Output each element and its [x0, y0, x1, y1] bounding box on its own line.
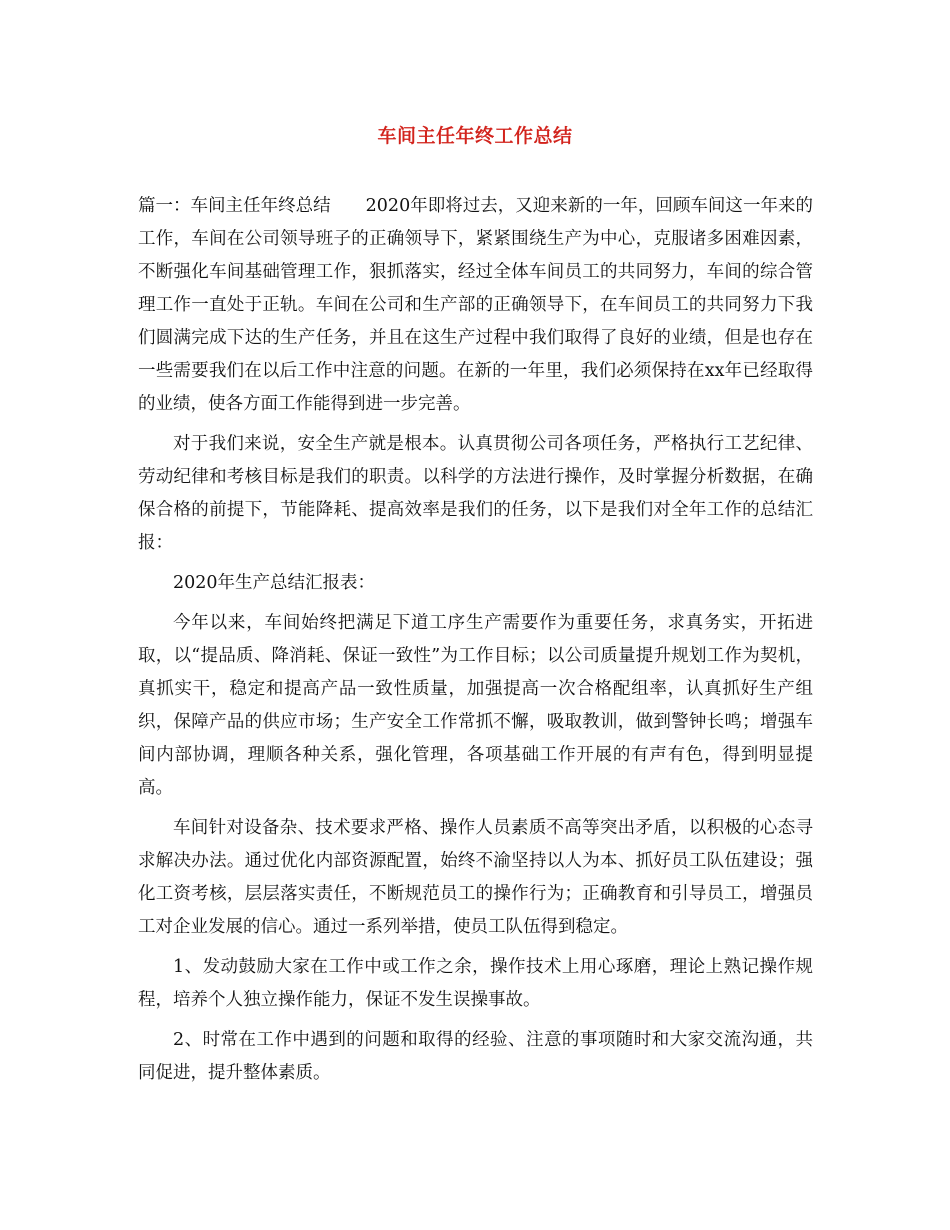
paragraph-5: 车间针对设备杂、技术要求严格、操作人员素质不高等突出矛盾，以积极的心态寻求解决办法。通过优化内部资源配置，始终不渝坚持以人为本、抓好员工队伍建设；强化工资考核，层层落实责任，不断规范员工的操作行为；正确教育和引导员工，增强员工对企业发展的信心。通过一系列举措，使员工队伍得到稳定。: [138, 818, 813, 937]
paragraph-3: 2020年生产总结汇报表：: [173, 573, 376, 593]
document-title: 车间主任年终工作总结: [377, 125, 573, 147]
document-body: [138, 190, 813, 1097]
paragraph-1: 篇一：车间主任年终总结 2020年即将过去，又迎来新的一年，回顾车间这一年来的工作，车间在公司领导班子的正确领导下，紧紧围绕生产为中心，克服诸多困难因素，不断强化车间基础管理工作，狠抓落实，经过全体车间员工的共同努力，车间的综合管理工作一直处于正轨。车间在公司和生产部的正确领导下，在车间员工的共同努力下我们圆满完成下达的生产任务，并且在这生产过程中我们取得了良好的业绩，但是也存在一些需要我们在以后工作中注意的问题。在新的一年里，我们必须保持在xx年已经取得的业绩，使各方面工作能得到进一步完善。: [138, 196, 813, 414]
paragraph-4: 今年以来，车间始终把满足下道工序生产需要作为重要任务，求真务实，开拓进取，以“提品质、降消耗、保证一致性”为工作目标；以公司质量提升规划工作为契机，真抓实干，稳定和提高产品一致性质量，加强提高一次合格配组率，认真抓好生产组织，保障产品的供应市场；生产安全工作常抓不懈，吸取教训，做到警钟长鸣；增强车间内部协调，理顺各种关系，强化管理，各项基础工作开展的有声有色，得到明显提高。: [138, 613, 813, 798]
paragraph-7: 2、时常在工作中遇到的问题和取得的经验、注意的事项随时和大家交流沟通，共同促进，提升整体素质。: [138, 1030, 813, 1083]
paragraph-6: 1、发动鼓励大家在工作中或工作之余，操作技术上用心琢磨，理论上熟记操作规程，培养个人独立操作能力，保证不发生误操事故。: [138, 957, 813, 1010]
paragraph-2: 对于我们来说，安全生产就是根本。认真贯彻公司各项任务，严格执行工艺纪律、劳动纪律和考核目标是我们的职责。以科学的方法进行操作，及时掌握分析数据，在确保合格的前提下，节能降耗、提高效率是我们的任务，以下是我们对全年工作的总结汇报：: [138, 434, 813, 553]
